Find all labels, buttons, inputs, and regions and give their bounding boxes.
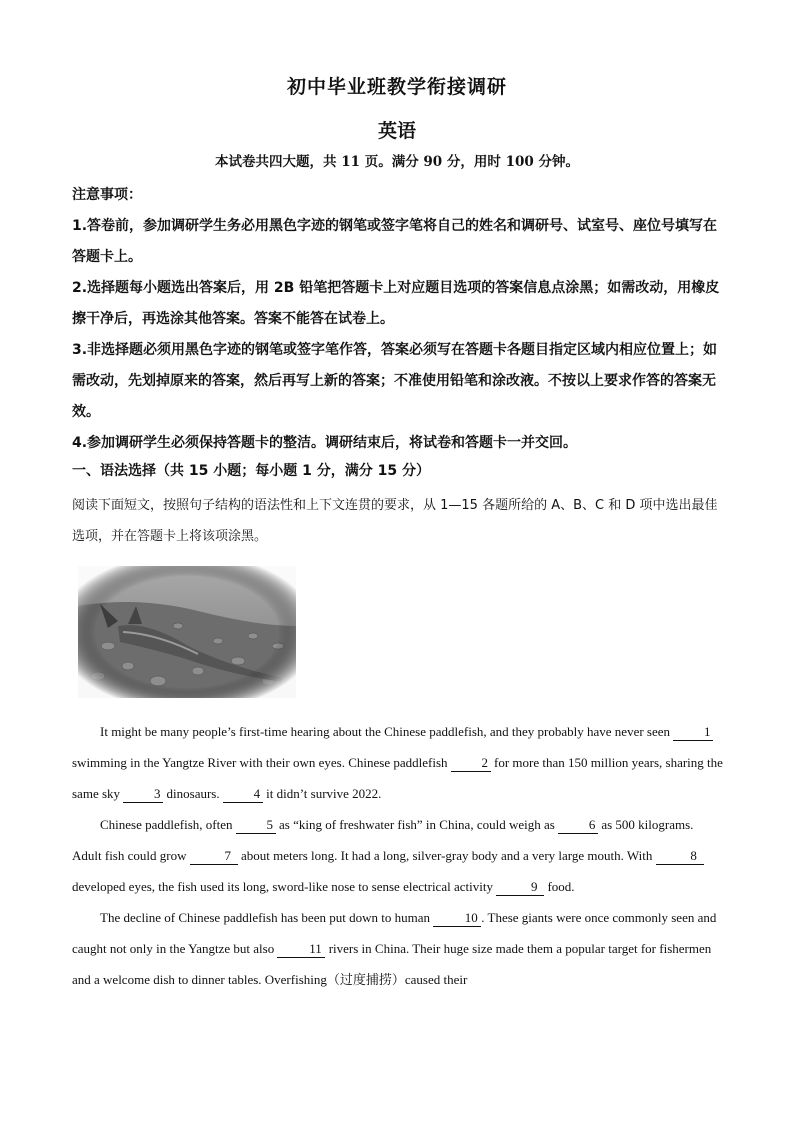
exam-info: 本试卷共四大题，共 11 页。满分 90 分，用时 100 分钟。	[215, 154, 579, 170]
notice-item-4: 4.参加调研学生必须保持答题卡的整洁。调研结束后，将试卷和答题卡一并交回。	[72, 435, 578, 451]
notice-item-2: 2.选择题每小题选出答案后，用 2B 铅笔把答题卡上对应题目选项的答案信息点涂黑；如需改动，用橡皮擦干净后，再选涂其他答案。答案不能答在试卷上。	[72, 280, 720, 327]
blank-1: 1	[673, 724, 713, 741]
reading-passage	[72, 716, 724, 995]
blank-7: 7	[190, 848, 238, 865]
blank-2: 2	[451, 755, 491, 772]
blank-9: 9	[496, 879, 544, 896]
paragraph-3: The decline of Chinese paddlefish has been put down to human 10 . These giants were once commonly seen and caught not only in the Yangtze but also 11 rivers in China. Their huge size made them a popular target for fishermen and a welcome dish to dinner tables. Overfishing（过度捕捞）caused their	[72, 910, 717, 987]
blank-6: 6	[558, 817, 598, 834]
blank-5: 5	[236, 817, 276, 834]
exam-title: 初中毕业班教学衔接调研	[286, 76, 507, 98]
blank-4: 4	[223, 786, 263, 803]
section-title: 一、语法选择（共 15 小题；每小题 1 分，满分 15 分）	[72, 463, 430, 479]
blank-10: 10	[433, 910, 481, 927]
notice-heading: 注意事项：	[72, 187, 142, 203]
section-instruction: 阅读下面短文，按照句子结构的语法性和上下文连贯的要求，从 1—15 各题所给的 A、B、C 和 D 项中选出最佳选项，并在答题卡上将该项涂黑。	[72, 498, 718, 544]
notice-item-1: 1.答卷前，参加调研学生务必用黑色字迹的钢笔或签字笔将自己的姓名和调研号、试室号、座位号填写在答题卡上。	[72, 218, 718, 265]
notice-item-3: 3.非选择题必须用黑色字迹的钢笔或签字笔作答，答案必须写在答题卡各题目指定区域内相应位置上；如需改动，先划掉原来的答案，然后再写上新的答案；不准使用铅笔和涂改液。不按以上要求作答的答案无效。	[72, 342, 718, 420]
blank-8: 8	[656, 848, 704, 865]
paddlefish-photo	[78, 566, 296, 698]
blank-11: 11	[277, 941, 325, 958]
paragraph-1: It might be many people’s first-time hearing about the Chinese paddlefish, and they probably have never seen 1 swimming in the Yangtze River with their own eyes. Chinese paddlefish 2 for more than 150 million years, sharing the same sky 3 dinosaurs. 4 it didn’t survive 2022.	[72, 724, 723, 801]
subject-title: 英语	[377, 120, 416, 142]
blank-3: 3	[123, 786, 163, 803]
notice-section	[72, 180, 724, 459]
paragraph-2: Chinese paddlefish, often 5 as “king of freshwater fish” in China, could weigh as 6 as 500 kilograms. Adult fish could grow 7 about meters long. It had a long, silver-gray body and a very large mouth. With 8 developed eyes, the fish used its long, sword-like nose to sense electrical activity 9 food.	[72, 809, 724, 902]
